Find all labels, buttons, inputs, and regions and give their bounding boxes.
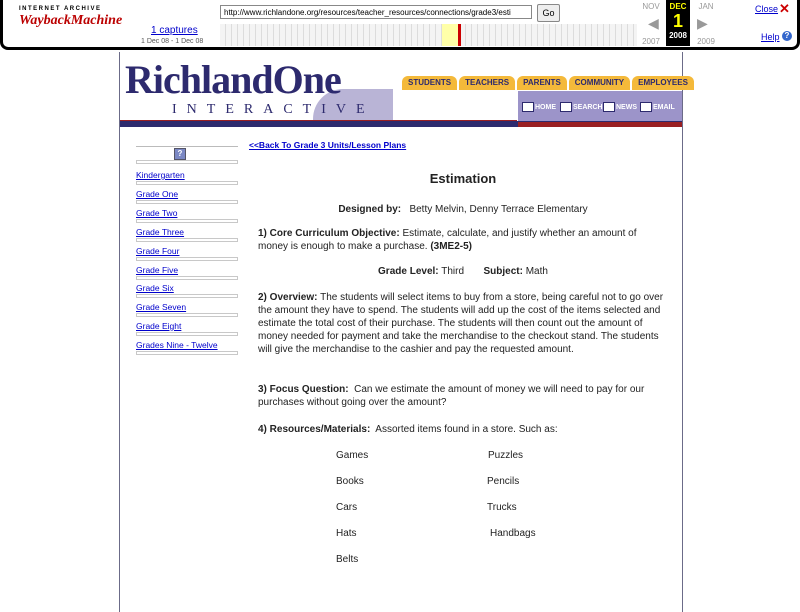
next-month: JAN [698, 2, 714, 11]
objective-code: (3ME2-5) [430, 241, 473, 252]
sidebar-divider [136, 313, 238, 317]
sidebar-link-grades-nine-twelve[interactable]: Grades Nine - Twelve [136, 340, 218, 350]
wayback-logo-top: INTERNET ARCHIVE [19, 6, 102, 12]
list-item: Puzzles [488, 450, 524, 461]
help-icon[interactable]: ? [174, 148, 186, 160]
sidebar-link-grade-six[interactable]: Grade Six [136, 283, 174, 293]
current-year: 2008 [669, 31, 687, 40]
subject-value: Math [525, 266, 548, 277]
capture-sparkline[interactable] [220, 24, 637, 46]
email-icon [640, 102, 652, 112]
home-icon [522, 102, 534, 112]
sidebar-top-line [136, 146, 238, 147]
tab-community[interactable]: COMMUNITY [569, 76, 630, 90]
list-item: Books [336, 476, 364, 487]
designed-by [258, 203, 668, 216]
tab-students[interactable]: STUDENTS [402, 76, 457, 90]
objective-text: Estimate, calculate, and justify whether an amount of money is enough to make a purchase. [258, 228, 637, 252]
tab-employees[interactable]: EMPLOYEES [632, 76, 694, 90]
list-item: Trucks [487, 502, 517, 513]
sidebar-divider [136, 160, 238, 164]
site-logo[interactable]: RichlandOne [125, 57, 341, 102]
sidebar-divider [136, 276, 238, 280]
current-day: 1 [672, 11, 683, 31]
sidebar-link-grade-seven[interactable]: Grade Seven [136, 302, 187, 312]
list-item: Games [336, 450, 369, 461]
focus-text: Can we estimate the amount of money we will need to pay for our purchases without going over the amount? [258, 384, 645, 408]
resources-label: 4) Resources/Materials: [258, 424, 371, 435]
next-arrow-icon[interactable]: ▶ [697, 15, 708, 31]
back-link[interactable]: <<Back To Grade 3 Units/Lesson Plans [249, 140, 407, 150]
subject-label: Subject: [483, 266, 523, 277]
overview-label: 2) Overview: [258, 292, 318, 303]
sparkline-current-marker [458, 24, 461, 46]
prev-arrow-icon[interactable]: ◀ [648, 15, 659, 31]
captures-link[interactable]: 1 captures [151, 25, 198, 36]
resources-section [258, 423, 668, 436]
sidebar-link-kindergarten[interactable]: Kindergarten [136, 170, 185, 180]
prev-year: 2007 [642, 37, 660, 46]
sidebar-divider [136, 294, 238, 298]
list-item: Handbags [490, 528, 536, 539]
close-icon[interactable]: ✕ [779, 1, 790, 16]
subnav-search-label: SEARCH [573, 103, 603, 111]
site-logo-subtitle: INTERACTIVE [172, 102, 375, 117]
subnav-home-label: HOME [535, 103, 556, 111]
sidebar-divider [136, 200, 238, 204]
grade-label: Grade Level: [378, 266, 439, 277]
search-icon [560, 102, 572, 112]
grade-subject [258, 265, 668, 278]
list-item: Belts [336, 554, 359, 565]
subnav-news-label: NEWS [616, 103, 637, 111]
sidebar-link-grade-eight[interactable]: Grade Eight [136, 321, 182, 331]
overview-text: The students will select items to buy from a store, being careful not to go over the amount they have to spend. The students will add up the cost of the items selected and estimate the total cost of their purchase. The students will then count out the amount of money needed for payment and take the merchandise to the checkout stand. The students will give the merchandise to the cashier and pay the requested amount. [258, 292, 664, 355]
help-link[interactable]: Help [761, 32, 780, 42]
url-input[interactable]: http://www.richlandone.org/resources/teacher_resources/connections/grade3/esti [220, 5, 532, 19]
sidebar-link-grade-five[interactable]: Grade Five [136, 265, 179, 275]
sidebar-divider [136, 238, 238, 242]
sub-nav [518, 91, 682, 122]
sidebar-divider [136, 332, 238, 336]
designed-by-label: Designed by: [338, 204, 402, 215]
objective-section [258, 227, 668, 253]
help-icon[interactable]: ? [782, 31, 792, 41]
close-link[interactable]: Close [755, 4, 779, 14]
focus-label: 3) Focus Question: [258, 384, 349, 395]
tab-teachers[interactable]: TEACHERS [459, 76, 515, 90]
page-frame [119, 52, 688, 612]
main-nav [402, 76, 694, 90]
list-item: Hats [336, 528, 357, 539]
list-item: Pencils [487, 476, 520, 487]
list-item: Cars [336, 502, 358, 513]
sidebar-divider [136, 351, 238, 355]
sidebar-divider [136, 219, 238, 223]
subnav-email[interactable] [640, 102, 675, 112]
page-title: Estimation [429, 171, 497, 186]
news-icon [603, 102, 615, 112]
wayback-logo[interactable] [19, 6, 123, 38]
grade-value: Third [441, 266, 465, 277]
sidebar-link-grade-four[interactable]: Grade Four [136, 246, 180, 256]
resources-text: Assorted items found in a store. Such as: [375, 424, 558, 435]
focus-section [258, 383, 668, 409]
wayback-toolbar [0, 0, 800, 50]
current-month: DEC [669, 2, 687, 11]
overview-section [258, 291, 668, 356]
subnav-news[interactable] [603, 102, 637, 112]
sidebar-divider [136, 257, 238, 261]
prev-month: NOV [642, 2, 660, 11]
subnav-home[interactable] [522, 102, 556, 112]
subnav-search[interactable] [560, 102, 603, 112]
next-year: 2009 [697, 37, 715, 46]
header-red-bar-right [518, 122, 682, 127]
sidebar-link-grade-one[interactable]: Grade One [136, 189, 179, 199]
capture-range: 1 Dec 08 - 1 Dec 08 [141, 38, 204, 45]
sidebar-divider [136, 181, 238, 185]
sidebar-link-grade-three[interactable]: Grade Three [136, 227, 185, 237]
current-capture-date [666, 0, 690, 46]
designed-by-value: Betty Melvin, Denny Terrace Elementary [409, 204, 588, 215]
go-button[interactable]: Go [537, 4, 560, 22]
sidebar-link-grade-two[interactable]: Grade Two [136, 208, 178, 218]
subnav-email-label: EMAIL [653, 103, 675, 111]
wayback-logo-main: WaybackMachine [19, 13, 123, 28]
objective-label: 1) Core Curriculum Objective: [258, 228, 400, 239]
tab-parents[interactable]: PARENTS [517, 76, 567, 90]
